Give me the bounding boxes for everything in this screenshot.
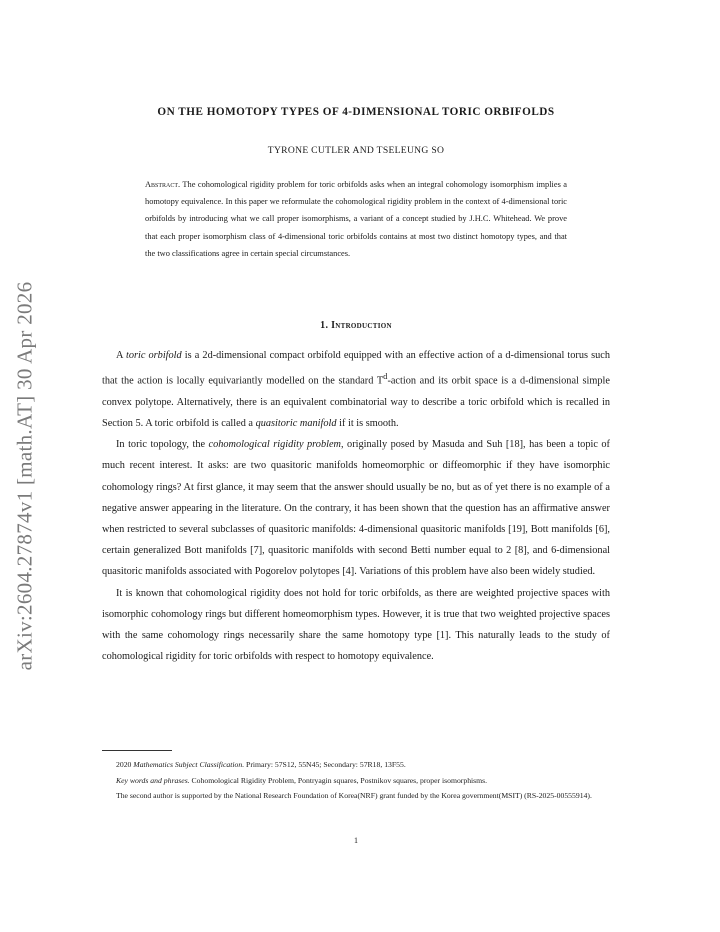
paragraph-text: In toric topology, the [116,439,209,451]
section-title: Introduction [331,320,392,331]
paragraph-text: , originally posed by Masuda and Suh [18], has been a topic of much recent interest. It asks: are two quasitoric manifolds homeomorphic or diffeomorphic if they have isomorphic cohomology rings? At first glance, it may seem that the answer should usually be no, but as of yet there is no example of a negative answer appearing in the literature. On the contrary, it has been shown that the question has an affirmative answer when restricted to several subclasses of quasitoric manifolds: 4-dimensional quasitoric manifolds [19], Bott manifolds [6], certain generalized Bott manifolds [7], quasitoric manifolds with second Betti number equal to 2 [8], and 6-dimensional quasitoric manifolds associated with Pogorelov polytopes [4]. Variations of this problem have also been widely studied. [102,439,610,578]
abstract [145,176,567,262]
arxiv-id-text: arXiv:2604.27874v1 [math.AT] 30 Apr 2026 [12,281,37,671]
abstract-heading: Abstract. [145,180,181,189]
paragraph-text: A [116,350,126,361]
paragraph-text: -action and its orbit space is a d-dimensional simple convex polytope. Alternatively, there is an equivalent combinatorial way to describe a toric orbifold which is recalled in Section 5. A toric orbifold is called a [102,375,610,430]
page-number: 1 [354,836,358,845]
paragraph-text: if it is smooth. [336,418,399,430]
keywords-text: Cohomological Rigidity Problem, Pontryagin squares, Postnikov squares, proper isomorphisms. [191,775,488,785]
section-number: 1. [320,320,329,331]
emphasis-quasitoric-manifold: quasitoric manifold [255,418,337,430]
paper-authors: TYRONE CUTLER AND TSELEUNG SO [267,145,445,156]
footnote-msc [102,757,610,773]
footnote-rule [102,750,172,751]
keywords-label: Key words and phrases. [116,775,190,785]
paragraph-1 [102,345,610,434]
abstract-text: The cohomological rigidity problem for toric orbifolds asks when an integral cohomology isomorphism implies a homotopy equivalence. In this paper we reformulate the cohomological rigidity problem in the context of 4-dimensional toric orbifolds by introducing what we call proper isomorphisms, a variant of a concept studied by J.H.C. Whitehead. We prove that each proper isomorphism class of 4-dimensional toric orbifolds contains at most two distinct homotopy types, and that the two classifications agree in certain special circumstances. [145,180,567,258]
footnotes [102,757,610,804]
msc-label: Mathematics Subject Classification. [133,760,245,769]
emphasis-toric-orbifold: toric orbifold [125,350,182,361]
emphasis-cohomological-rigidity: cohomological rigidity problem [208,439,341,451]
superscript-d: d [383,371,388,382]
paper-title: ON THE HOMOTOPY TYPES OF 4-DIMENSIONAL TORIC ORBIFOLDS [157,106,555,118]
section-body [102,345,610,667]
msc-year: 2020 [116,760,132,769]
section-heading [102,320,610,331]
msc-text: Primary: 57S12, 55N45; Secondary: 57R18, 13F55. [246,760,406,769]
paragraph-text: is a 2d-dimensional compact orbifold equipped with an effective action of a d-dimensional torus such that the action is locally equivariantly modelled on the standard T [102,350,610,387]
footnote-funding: The second author is supported by the National Research Foundation of Korea(NRF) grant funded by the Korea government(MSIT) (RS-2025-00555914). [116,791,592,800]
paragraph-3: It is known that cohomological rigidity does not hold for toric orbifolds, as there are weighted projective spaces with isomorphic cohomology rings but different homeomorphism types. However, it is true that two weighted projective spaces with the same cohomology rings necessarily share the same homotopy type [1]. This naturally leads to the study of cohomological rigidity for toric orbifolds with respect to homotopy equivalence. [102,587,610,663]
paragraph-2 [102,434,610,582]
arxiv-identifier-stamp [10,281,40,671]
footnote-keywords [102,773,610,789]
